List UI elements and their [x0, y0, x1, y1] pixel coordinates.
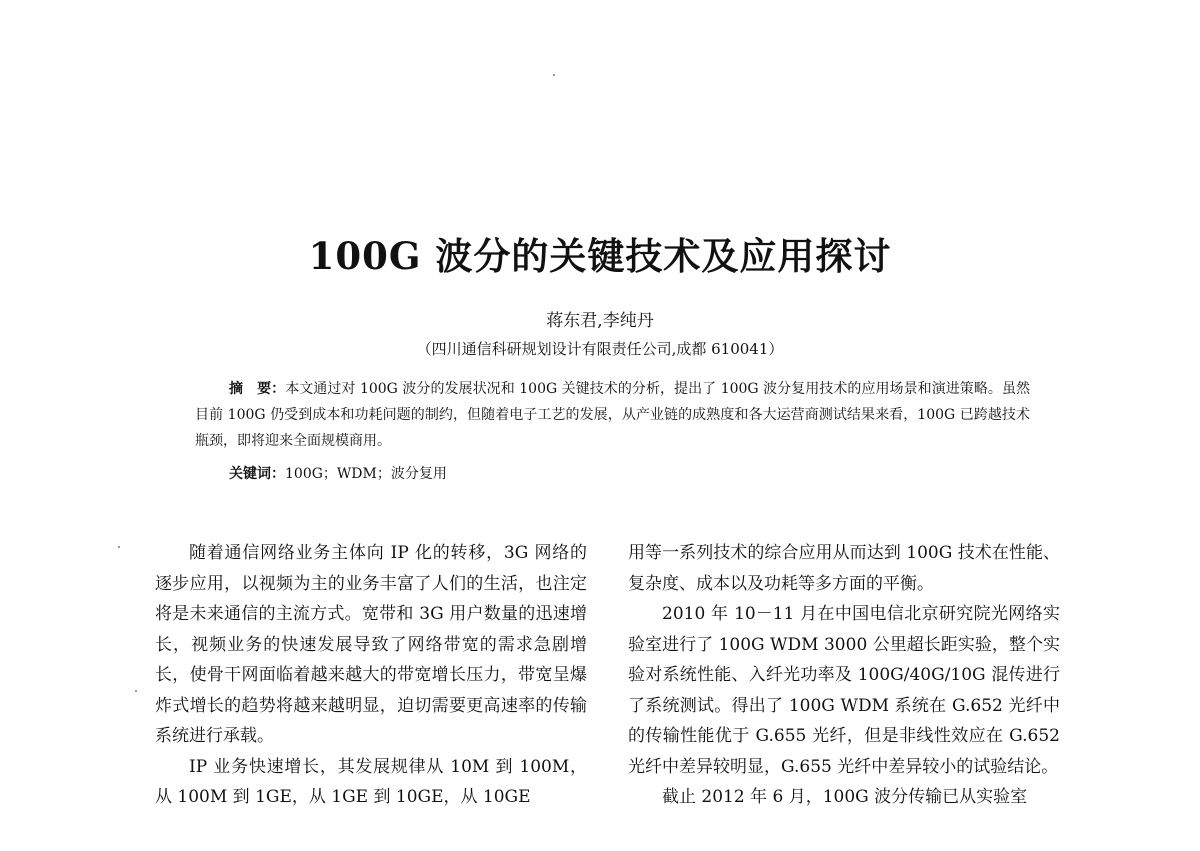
- scan-speck: [135, 690, 137, 692]
- scan-speck: [118, 546, 120, 548]
- body-paragraph: IP 业务快速增长，其发展规律从 10M 到 100M，从 100M 到 1GE，从 1GE 到 10GE，从 10GE: [155, 756, 587, 807]
- keywords-label: 关键词：: [229, 466, 285, 482]
- abstract-text: 本文通过对 100G 波分的发展状况和 100G 关键技术的分析，提出了 100G 波分复用技术的应用场景和演进策略。虽然目前 100G 仍受到成本和功耗问题的制约，但随着电子工艺的发展，从产业链的成熟度和各大运营商测试结果来看，100G 已跨越技术瓶颈，即将迎来全面规模商用。: [195, 381, 1030, 449]
- keywords-text: 100G；WDM；波分复用: [285, 466, 447, 482]
- article-title: 100G 波分的关键技术及应用探讨: [308, 234, 892, 278]
- abstract-label: 摘 要：: [229, 381, 286, 397]
- body-paragraph: 截止 2012 年 6 月，100G 波分传输已从实验室: [662, 787, 1028, 807]
- abstract: [195, 376, 1030, 454]
- article-authors: 蒋东君,李纯丹: [546, 311, 654, 331]
- body-column-right: [628, 538, 1060, 813]
- body-paragraph: 用等一系列技术的综合应用从而达到 100G 技术在性能、复杂度、成本以及功耗等多方面的平衡。: [628, 543, 1060, 594]
- article-affiliation: （四川通信科研规划设计有限责任公司,成都 610041）: [416, 340, 784, 358]
- body-column-left: [155, 538, 587, 813]
- body-paragraph: 2010 年 10－11 月在中国电信北京研究院光网络实验室进行了 100G WDM 3000 公里超长距实验，整个实验对系统性能、入纤光功率及 100G/40G/10G 混传进行了系统测试。得出了 100G WDM 系统在 G.652 光纤中的传输性能优于 G.655 光纤，但是非线性效应在 G.652 光纤中差异较明显，G.655 光纤中差异较小的试验结论。: [628, 604, 1060, 777]
- body-paragraph: 随着通信网络业务主体向 IP 化的转移，3G 网络的逐步应用，以视频为主的业务丰富了人们的生活，也注定将是未来通信的主流方式。宽带和 3G 用户数量的迅速增长，视频业务的快速发展导致了网络带宽的需求急剧增长，使骨干网面临着越来越大的带宽增长压力，带宽呈爆炸式增长的趋势将越来越明显，迫切需要更高速率的传输系统进行承载。: [155, 543, 587, 746]
- keywords: [229, 463, 447, 483]
- scan-speck: [553, 74, 555, 76]
